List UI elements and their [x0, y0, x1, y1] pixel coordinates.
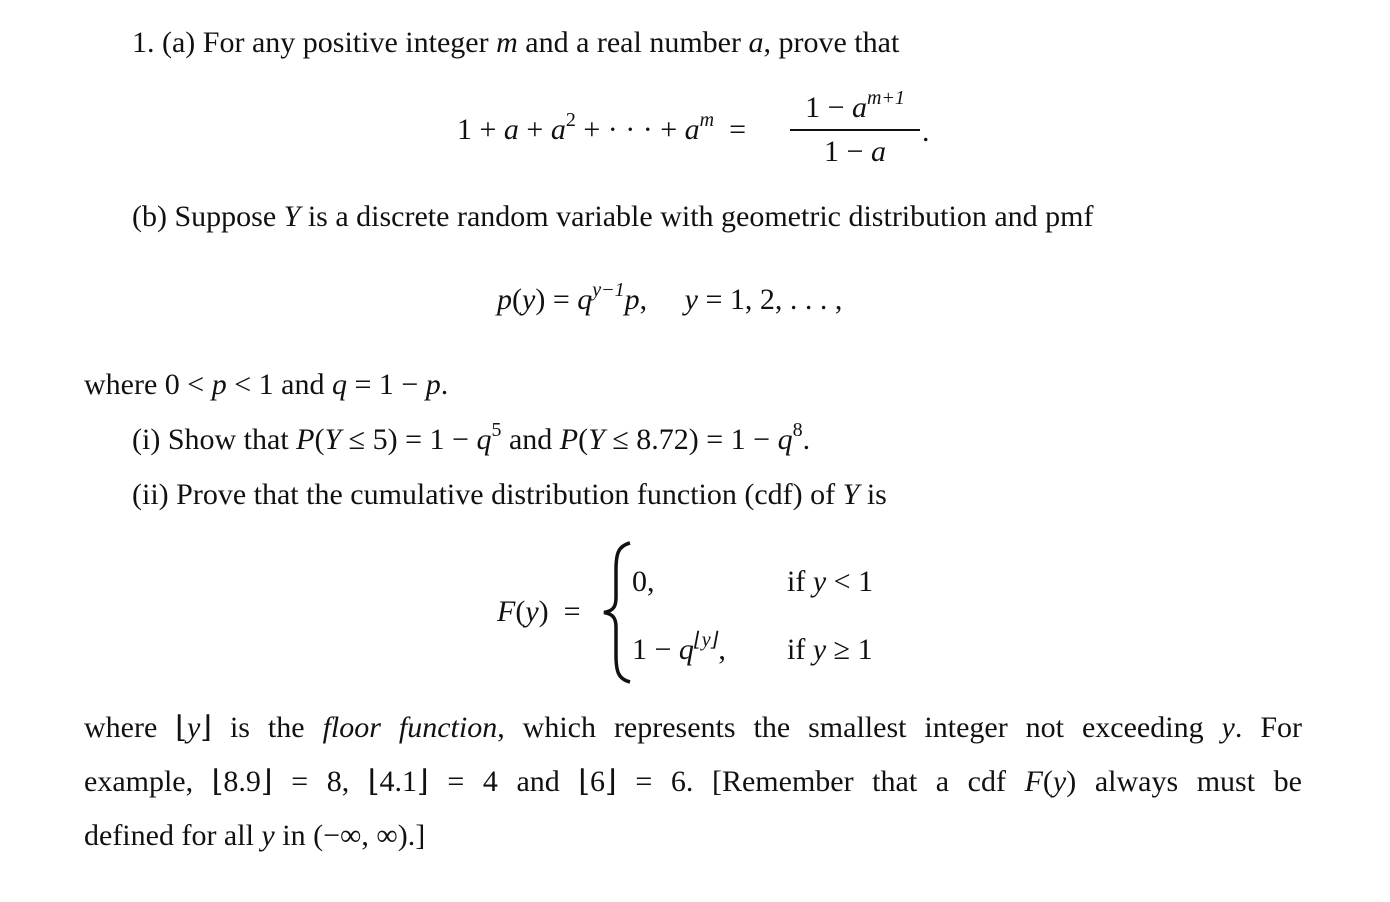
- superscript: y−1: [592, 279, 625, 301]
- math-variable: P: [559, 423, 579, 456]
- superscript: ⌊y⌋: [693, 629, 719, 651]
- case-1-condition: [787, 562, 873, 602]
- math-variable: Y: [324, 423, 342, 456]
- text-segment: and a real number: [517, 26, 749, 59]
- text-segment: ,: [639, 283, 685, 316]
- math-variable: y: [261, 819, 275, 852]
- math-variable: y: [1221, 711, 1235, 744]
- text-segment: (: [515, 595, 526, 628]
- text-segment: if: [787, 633, 813, 666]
- text-segment: + · · · +: [575, 113, 685, 146]
- part-ii: [132, 475, 887, 515]
- text-segment: , prove that: [763, 26, 900, 59]
- case-2-value: [632, 630, 726, 670]
- math-variable: y: [522, 283, 536, 316]
- floor-definition-line-3: [84, 816, 425, 856]
- math-variable: q: [331, 368, 347, 401]
- math-variable: p: [211, 368, 227, 401]
- text-segment: (b) Suppose: [132, 200, 284, 233]
- math-variable: q: [678, 633, 694, 666]
- part-a-intro: [132, 23, 899, 63]
- floor-definition-line-2: [84, 762, 1302, 802]
- superscript: m+1: [866, 87, 905, 109]
- text-segment: is: [859, 478, 887, 511]
- math-variable: a: [684, 113, 700, 146]
- superscript: 5: [491, 419, 502, 441]
- text-segment: and: [501, 423, 560, 456]
- math-variable: m: [496, 26, 518, 59]
- math-variable: y: [812, 565, 827, 598]
- math-variable: Y: [283, 200, 301, 233]
- case-2-condition: [787, 630, 873, 670]
- case-1-value: [632, 562, 655, 602]
- text-segment: < 1: [826, 565, 874, 598]
- superscript: 8: [792, 419, 803, 441]
- fraction-numerator: [790, 88, 920, 128]
- text-segment: 1. (a) For any positive integer: [132, 26, 497, 59]
- text-segment: (: [314, 423, 325, 456]
- text-segment: ) =: [535, 283, 578, 316]
- text-segment: example, ⌊8.9⌋ = 8, ⌊4.1⌋ = 4 and ⌊6⌋ = 6. [Remember that a cdf: [84, 765, 1025, 798]
- text-segment: defined for all: [84, 819, 262, 852]
- text-segment: (i) Show that: [132, 423, 297, 456]
- text-segment: 1 −: [805, 91, 852, 124]
- geometric-sum-fraction: [790, 88, 920, 172]
- text-segment: . For: [1234, 711, 1302, 744]
- math-variable: y: [186, 711, 201, 744]
- math-variable: y: [1052, 765, 1067, 798]
- text-segment: 1 +: [457, 113, 504, 146]
- text-segment: 1 −: [824, 134, 871, 168]
- math-variable: P: [296, 423, 315, 456]
- floor-definition-line-1: [84, 708, 1302, 748]
- text-segment: +: [518, 113, 551, 146]
- math-variable: a: [870, 134, 886, 168]
- math-variable: a: [550, 113, 566, 146]
- text-segment: .: [440, 368, 449, 401]
- math-variable: Y: [842, 478, 860, 511]
- fraction-period: .: [922, 115, 930, 148]
- text-segment: (: [512, 283, 522, 316]
- text-segment: < 1 and: [226, 368, 332, 401]
- parameter-conditions: [84, 365, 448, 405]
- math-variable: p: [497, 283, 512, 316]
- fraction-bar: [790, 129, 920, 131]
- text-segment: , which represents the smallest integer not exceeding: [497, 711, 1222, 744]
- math-variable: q: [777, 423, 793, 456]
- text-segment: ⌋ is the: [200, 711, 323, 744]
- math-variable: y: [812, 633, 827, 666]
- fraction-denominator: [790, 132, 920, 172]
- text-segment: ≥ 1: [826, 633, 873, 666]
- text-segment: where 0 <: [84, 368, 212, 401]
- text-segment: (: [1042, 765, 1053, 798]
- math-variable: y: [525, 595, 539, 628]
- part-b-intro: [132, 197, 1093, 237]
- math-variable: y: [684, 283, 698, 316]
- text-segment: .: [802, 423, 811, 456]
- text-segment: (ii) Prove that the cumulative distribution function (cdf) of: [132, 478, 843, 511]
- superscript: m: [699, 109, 715, 131]
- equation-1-lhs: [457, 110, 746, 150]
- math-variable: q: [577, 283, 593, 316]
- text-segment: (: [578, 423, 589, 456]
- math-variable: F: [497, 595, 516, 628]
- text-segment: 0,: [632, 565, 655, 598]
- text-segment: in (−∞, ∞).]: [274, 819, 426, 852]
- text-segment: is a discrete random variable with geometric distribution and pmf: [300, 200, 1094, 233]
- math-variable: a: [748, 26, 764, 59]
- text-segment: where ⌊: [84, 711, 187, 744]
- text-segment: if: [787, 565, 813, 598]
- text-segment: ≤ 8.72) = 1 −: [604, 423, 778, 456]
- text-segment: 1 −: [632, 633, 679, 666]
- text-segment: ) =: [538, 595, 581, 628]
- math-variable: floor function: [322, 711, 498, 744]
- math-variable: Y: [588, 423, 605, 456]
- cdf-lhs: [497, 592, 581, 632]
- pmf-equation: [497, 280, 842, 320]
- math-variable: q: [476, 423, 492, 456]
- text-segment: = 1 −: [346, 368, 426, 401]
- math-variable: F: [1024, 765, 1043, 798]
- math-variable: p: [624, 283, 640, 316]
- text-segment: ,: [718, 633, 726, 666]
- math-variable: a: [503, 113, 519, 146]
- part-i: [132, 420, 810, 460]
- text-segment: ) always must be: [1066, 765, 1302, 798]
- left-brace-icon: [600, 540, 634, 685]
- superscript: 2: [565, 109, 576, 131]
- math-variable: a: [851, 91, 867, 124]
- math-variable: p: [425, 368, 441, 401]
- text-segment: = 1, 2, . . . ,: [697, 283, 843, 316]
- text-segment: ≤ 5) = 1 −: [341, 423, 477, 456]
- text-segment: =: [714, 113, 747, 146]
